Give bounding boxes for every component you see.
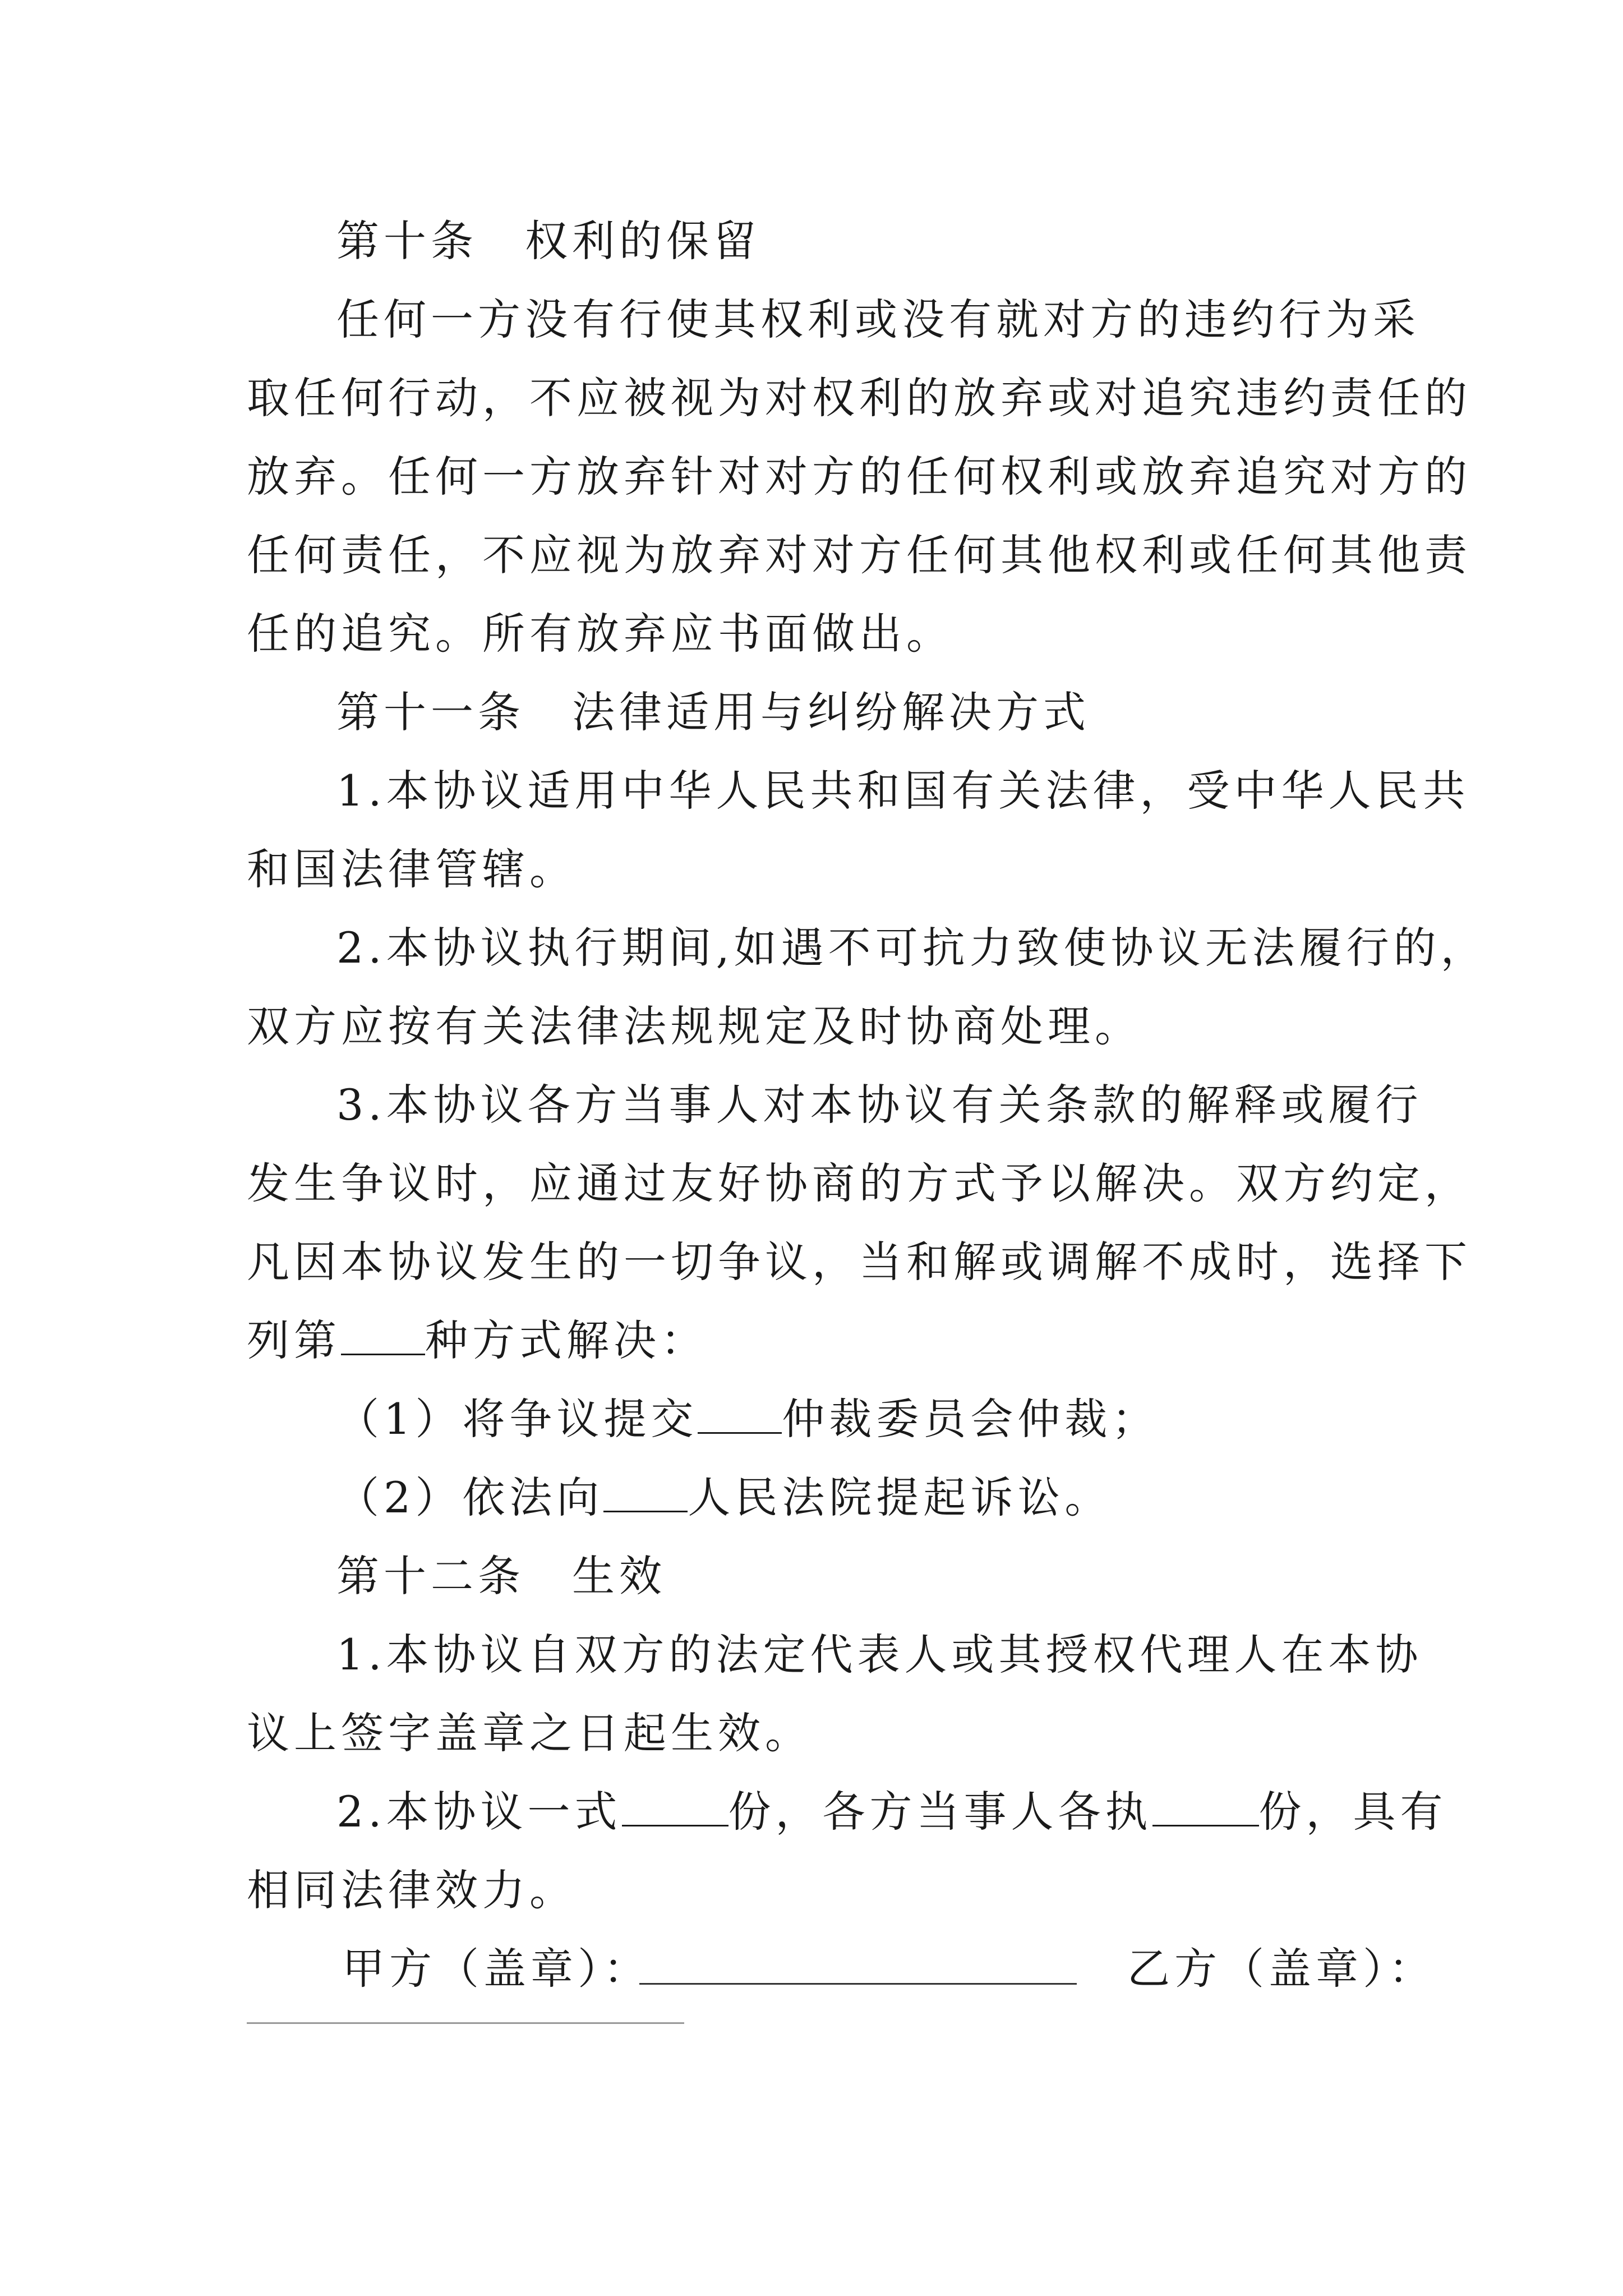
option-text: 仲裁委员会仲裁； (782, 1394, 1159, 1444)
article-12-heading: 第十二条 生效 (336, 1551, 666, 1601)
article-11-clause-1-line: 和国法律管辖。 (247, 844, 577, 894)
article-11-clause-3-last-line (247, 1313, 1402, 1369)
copies-total-blank[interactable] (622, 1790, 728, 1826)
copies-each-blank[interactable] (1152, 1790, 1259, 1826)
option-text: （1）将争议提交 (336, 1394, 698, 1444)
article-10-paragraph-line: 任的追究。所有放弃应书面做出。 (247, 609, 953, 659)
party-b-seal-label: 乙方（盖章）： (1127, 1944, 1436, 1994)
court-name-blank[interactable] (603, 1476, 688, 1512)
article-11-clause-3-line: 发生争议时，应通过友好协商的方式予以解决。双方约定， (247, 1158, 1472, 1208)
party-a-seal-line[interactable] (639, 1983, 1077, 1985)
party-b-seal-line-continued[interactable] (247, 2022, 684, 2024)
article-12-clause-1-line: 1.本协议自双方的法定代表人或其授权代理人在本协 (336, 1630, 1423, 1680)
article-12-clause-2-line (336, 1784, 1447, 1840)
article-10-paragraph-line: 任何一方没有行使其权利或没有就对方的违约行为采 (336, 295, 1420, 344)
dispute-option-2 (336, 1470, 1402, 1526)
method-number-blank[interactable] (341, 1319, 425, 1355)
article-11-clause-2-line: 2.本协议执行期间,如遇不可抗力致使协议无法履行的， (336, 923, 1488, 973)
clause-text: 种方式解决： (425, 1315, 708, 1365)
arbitration-commission-blank[interactable] (698, 1397, 782, 1434)
article-11-clause-1-line: 1.本协议适用中华人民共和国有关法律，受中华人民共 (336, 766, 1470, 816)
article-11-clause-2-line: 双方应按有关法律法规规定及时协商处理。 (247, 1001, 1142, 1051)
article-10-heading: 第十条 权利的保留 (336, 216, 760, 266)
clause-text: 份，各方当事人各执 (728, 1787, 1152, 1837)
clause-text: 列第 (247, 1315, 341, 1365)
article-11-heading: 第十一条 法律适用与纠纷解决方式 (336, 687, 1090, 737)
article-12-clause-1-line: 议上签字盖章之日起生效。 (247, 1708, 812, 1758)
clause-text: 2.本协议一式 (336, 1787, 622, 1837)
article-10-paragraph-line: 取任何行动，不应被视为对权利的放弃或对追究违约责任的 (247, 373, 1472, 423)
article-10-paragraph-line: 放弃。任何一方放弃针对对方的任何权利或放弃追究对方的 (247, 452, 1472, 501)
article-12-clause-2-line: 相同法律效力。 (247, 1865, 577, 1915)
article-11-clause-3-line: 3.本协议各方当事人对本协议有关条款的解释或履行 (336, 1080, 1423, 1130)
option-text: （2）依法向 (336, 1473, 604, 1522)
article-11-clause-3-line: 凡因本协议发生的一切争议，当和解或调解不成时，选择下 (247, 1237, 1472, 1287)
dispute-option-1 (336, 1391, 1402, 1447)
article-10-paragraph-line: 任何责任，不应视为放弃对对方任何其他权利或任何其他责 (247, 530, 1472, 580)
option-text: 人民法院提起诉讼。 (688, 1473, 1112, 1522)
clause-text: 份，具有 (1258, 1787, 1447, 1837)
party-a-seal-label: 甲方（盖章）： (342, 1944, 651, 1994)
